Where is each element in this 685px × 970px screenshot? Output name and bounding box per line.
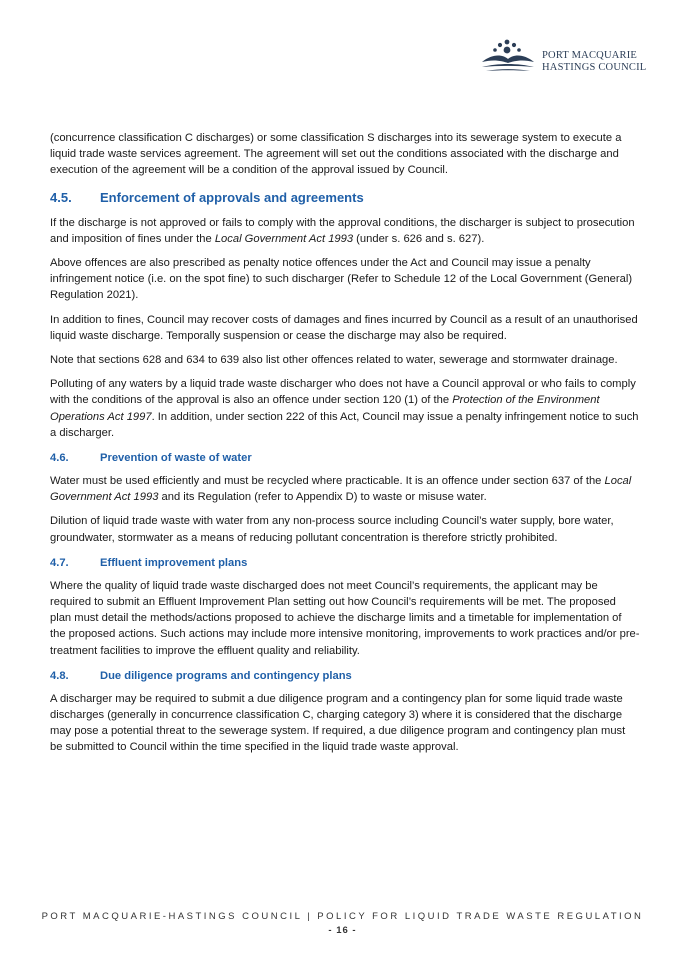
- section-title: Effluent improvement plans: [100, 556, 248, 569]
- section-heading-4-8: [50, 668, 640, 684]
- paragraph: In addition to fines, Council may recover costs of damages and fines incurred by Council as a result of an unauthorised liquid waste discharge. Temporally suspension or cease the discharge may also be required.: [50, 313, 638, 342]
- paragraph: Dilution of liquid trade waste with water from any non-process source including Council’s water supply, bore water, groundwater, stormwater as a means of reducing pollutant concentration is therefore strictly prohibited.: [50, 515, 614, 544]
- section-heading-4-5: [50, 189, 640, 207]
- italic-citation: Local Government Act 1993: [214, 232, 354, 245]
- council-logo: [478, 38, 648, 78]
- section-title: Prevention of waste of water: [100, 452, 252, 465]
- section-number: 4.6.: [50, 452, 69, 465]
- section-heading-4-6: [50, 450, 640, 466]
- council-wordmark: [542, 50, 646, 74]
- paragraph: [50, 215, 640, 247]
- logo-line-2: HASTINGS COUNCIL: [542, 62, 647, 73]
- text-run: (under s. 626 and s. 627).: [353, 232, 485, 245]
- document-body: [50, 130, 640, 764]
- section-heading-4-7: [50, 555, 640, 571]
- section-number: 4.5.: [50, 189, 72, 205]
- section-number: 4.7.: [50, 556, 69, 569]
- section-title: Enforcement of approvals and agreements: [100, 189, 364, 205]
- text-run: Polluting of any waters by a liquid trade waste discharger who does not have a Council approval or who fails to comply with the conditions of the approval is also an offence under section 120 (1) of the: [50, 378, 636, 407]
- page-number: - 16 -: [328, 925, 357, 936]
- paragraph: (concurrence classification C discharges) or some classification S discharges into its sewerage system to execute a liquid trade waste services agreement. The agreement will set out the conditions associated with the discharge and execution of the agreement will be a condition of the approval issued by Council.: [50, 132, 622, 177]
- paragraph: Above offences are also prescribed as penalty notice offences under the Act and Council may issue a penalty infringement notice (i.e. on the spot fine) to such discharger (Refer to Schedule 12 of the Local Government (General) Regulation 2021).: [50, 257, 633, 302]
- text-run: and its Regulation (refer to Appendix D) to waste or misuse water.: [158, 491, 487, 504]
- paragraph: A discharger may be required to submit a due diligence program and a contingency plan for some liquid trade waste discharges (generally in concurrence classification C, charging category 3) where it is considered that the discharge may pose a potential threat to the sewerage system. If required, a due diligence program and contingency plan must be submitted to Council within the time specified in the liquid trade waste approval.: [50, 692, 626, 754]
- section-title: Due diligence programs and contingency plans: [100, 669, 352, 682]
- paragraph: [50, 376, 640, 441]
- section-number: 4.8.: [50, 669, 69, 682]
- paragraph: Note that sections 628 and 634 to 639 also list other offences related to water, sewerage and stormwater drainage.: [50, 354, 618, 367]
- paragraph: Where the quality of liquid trade waste discharged does not meet Council’s requirements, the applicant may be required to submit an Effluent Improvement Plan setting out how Council’s requirements will be met. The proposed plan must detail the methods/actions proposed to achieve the discharge limits and a timetable for implementation of the proposed actions. Such actions may include more intensive monitoring, improvements to work practices and/or pre-treatment facilities to improve the effluent quality and reliability.: [50, 579, 640, 657]
- text-run: Water must be used efficiently and must be recycled where practicable. It is an offence under section 637 of the: [50, 475, 605, 488]
- council-emblem-icon: [478, 38, 538, 78]
- text-run: If the discharge is not approved or fails to comply with the approval conditions, the discharger is subject to prosecution and imposition of fines under the: [50, 216, 635, 245]
- page-footer: [0, 910, 685, 938]
- italic-citation: Protection of the Environment Operations Act 1997: [50, 394, 600, 423]
- footer-title: PORT MACQUARIE-HASTINGS COUNCIL | POLICY FOR LIQUID TRADE WASTE REGULATION: [41, 911, 644, 922]
- italic-citation: Local Government Act 1993: [50, 475, 632, 504]
- text-run: . In addition, under section 222 of this Act, Council may issue a penalty infringement notice to such a discharger.: [50, 410, 639, 439]
- logo-line-1: PORT MACQUARIE: [542, 50, 638, 61]
- paragraph: [50, 473, 640, 505]
